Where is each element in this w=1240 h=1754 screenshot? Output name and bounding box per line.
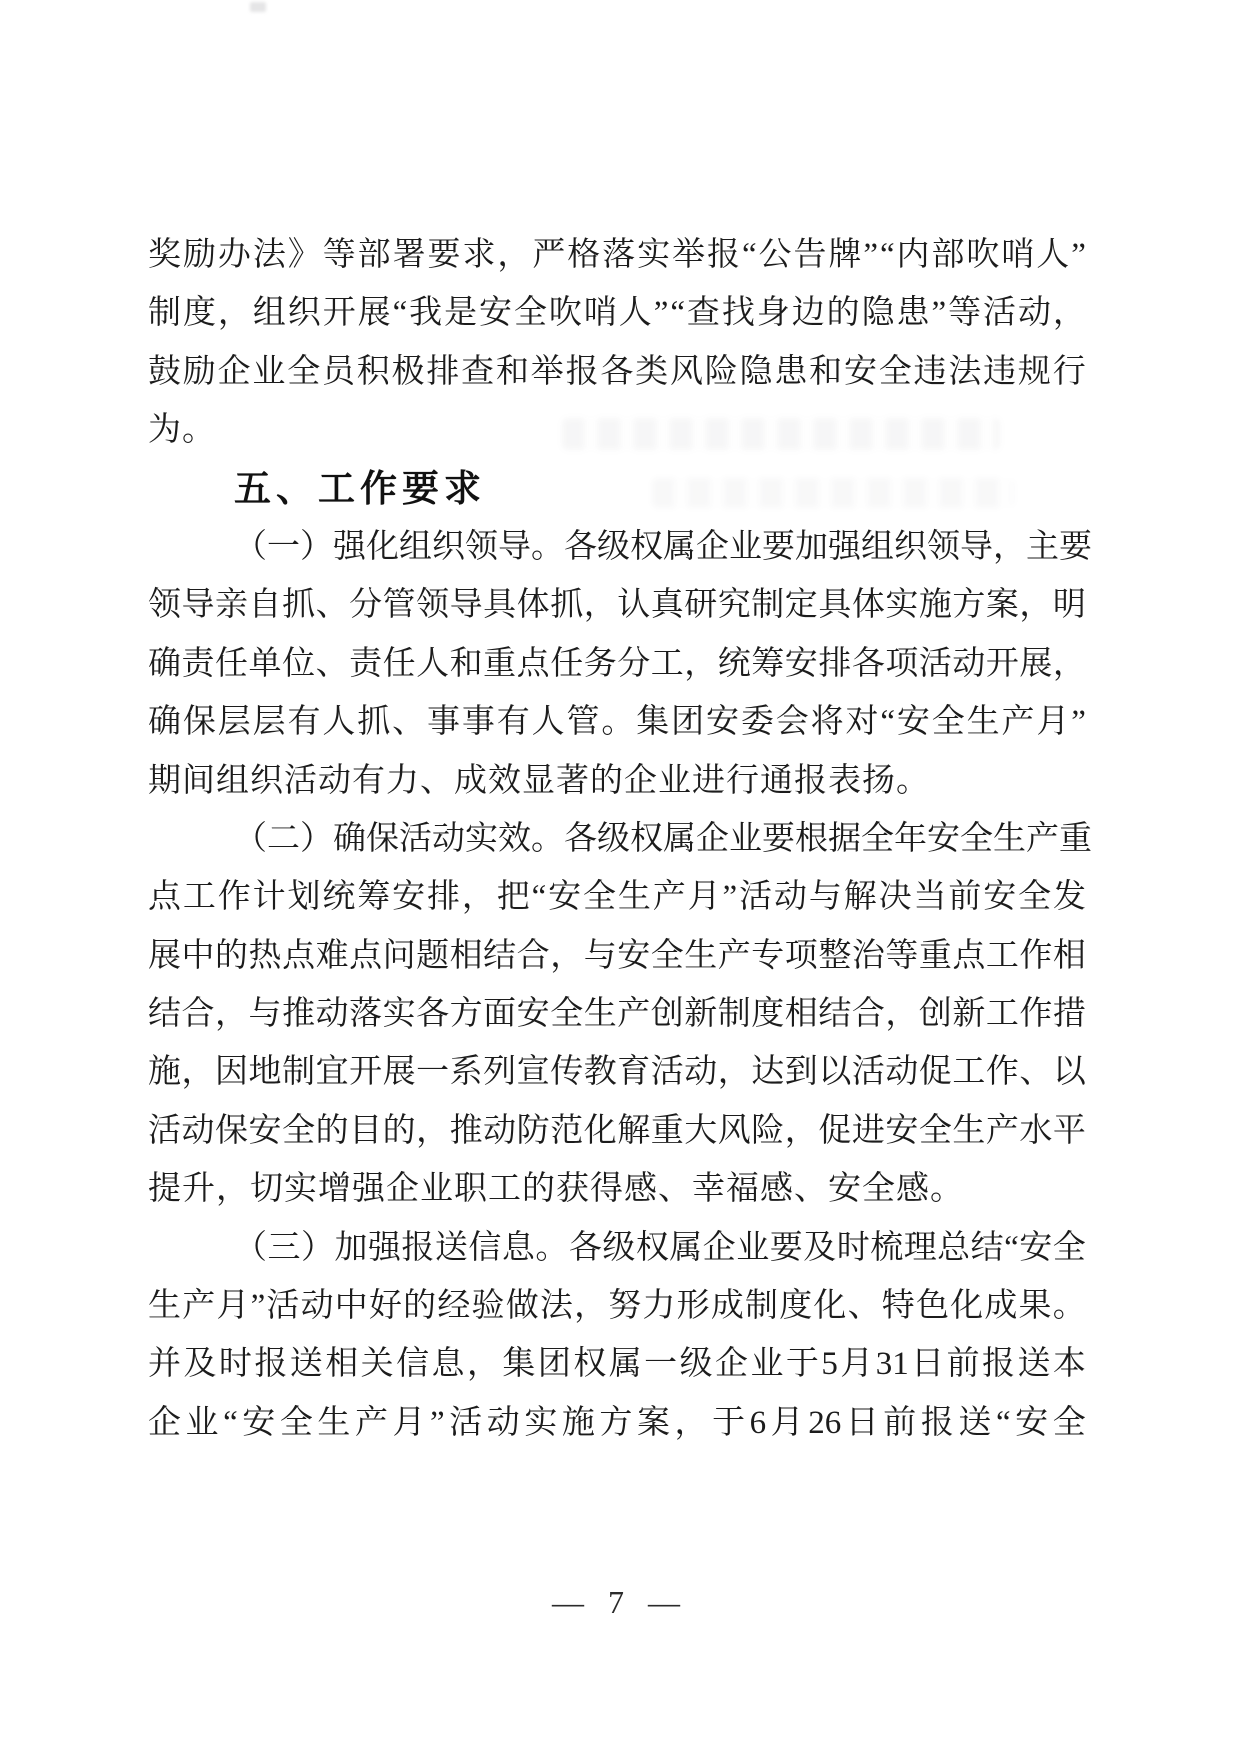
text-line: 施 ， 因 地 制 宜 开 展 一 系 列 宣 传 教 育 活 动 ， 达 到 以 活 动 促 工 作 、 以 xyxy=(148,1054,1086,1091)
text-line: 制 度 ， 组 织 开 展 “ 我 是 安 全 吹 哨 人 ” “ 查 找 身 边 的 隐 患 ” 等 活 动 ， xyxy=(148,295,1086,332)
text-line: 奖 励 办 法 》 等 部 署 要 求 ， 严 格 落 实 举 报 “ 公 告 牌 ” “ 内 部 吹 哨 人 ” xyxy=(148,237,1086,273)
text-line: 期 间 组 织 活 动 有 力 、 成 效 显 著 的 企 业 进 行 通 报 表 扬 。 xyxy=(148,762,930,799)
text-line: 确 责 任 单 位 、 责 任 人 和 重 点 任 务 分 工 ， 统 筹 安 排 各 项 活 动 开 展 ， xyxy=(148,645,1086,682)
section-heading: 五 、 工 作 要 求 xyxy=(234,467,486,509)
text-line: （ 二 ） 确 保 活 动 实 效 。 各 级 权 属 企 业 要 根 据 全 年 安 全 生 产 重 xyxy=(234,820,1092,857)
text-line: 生 产 月 ” 活 动 中 好 的 经 验 做 法 ， 努 力 形 成 制 度 化 、 特 色 化 成 果 。 xyxy=(148,1288,1086,1325)
text-line: 鼓 励 企 业 全 员 积 极 排 查 和 举 报 各 类 风 险 隐 患 和 安 全 违 法 违 规 行 xyxy=(148,353,1086,390)
text-line: 企 业 “ 安 全 生 产 月 ” 活 动 实 施 方 案 ， 于 6 月 26 日 前 报 送 “ 安 全 xyxy=(148,1404,1086,1441)
text-line: 活 动 保 安 全 的 目 的 ， 推 动 防 范 化 解 重 大 风 险 ， 促 进 安 全 生 产 水 平 xyxy=(148,1112,1086,1149)
text-line: 确 保 层 层 有 人 抓 、 事 事 有 人 管 。 集 团 安 委 会 将 对 “ 安 全 生 产 月 ” xyxy=(148,704,1086,741)
text-line: 并 及 时 报 送 相 关 信 息 ， 集 团 权 属 一 级 企 业 于 5 月 31 日 前 报 送 本 xyxy=(148,1346,1086,1383)
document-body xyxy=(148,226,1092,1452)
text-line: （ 三 ） 加 强 报 送 信 息 。 各 级 权 属 企 业 要 及 时 梳 理 总 结 “ 安 全 xyxy=(234,1229,1086,1266)
text-line: 为 。 xyxy=(148,412,216,449)
scan-speck-artifact xyxy=(250,2,266,12)
text-line: （ 一 ） 强 化 组 织 领 导 。 各 级 权 属 企 业 要 加 强 组 织 领 导 ， 主 要 xyxy=(234,528,1092,565)
text-line: 提 升 ， 切 实 增 强 企 业 职 工 的 获 得 感 、 幸 福 感 、 安 全 感 。 xyxy=(148,1171,964,1208)
page-number: — 7 — xyxy=(552,1584,688,1620)
text-line: 领 导 亲 自 抓 、 分 管 领 导 具 体 抓 ， 认 真 研 究 制 定 具 体 实 施 方 案 ， 明 xyxy=(148,587,1086,624)
text-line: 结 合 ， 与 推 动 落 实 各 方 面 安 全 生 产 创 新 制 度 相 结 合 ， 创 新 工 作 措 xyxy=(148,996,1086,1033)
text-line: 展 中 的 热 点 难 点 问 题 相 结 合 ， 与 安 全 生 产 专 项 整 治 等 重 点 工 作 相 xyxy=(148,937,1086,974)
text-line: 点 工 作 计 划 统 筹 安 排 ， 把 “ 安 全 生 产 月 ” 活 动 与 解 决 当 前 安 全 发 xyxy=(148,879,1086,916)
